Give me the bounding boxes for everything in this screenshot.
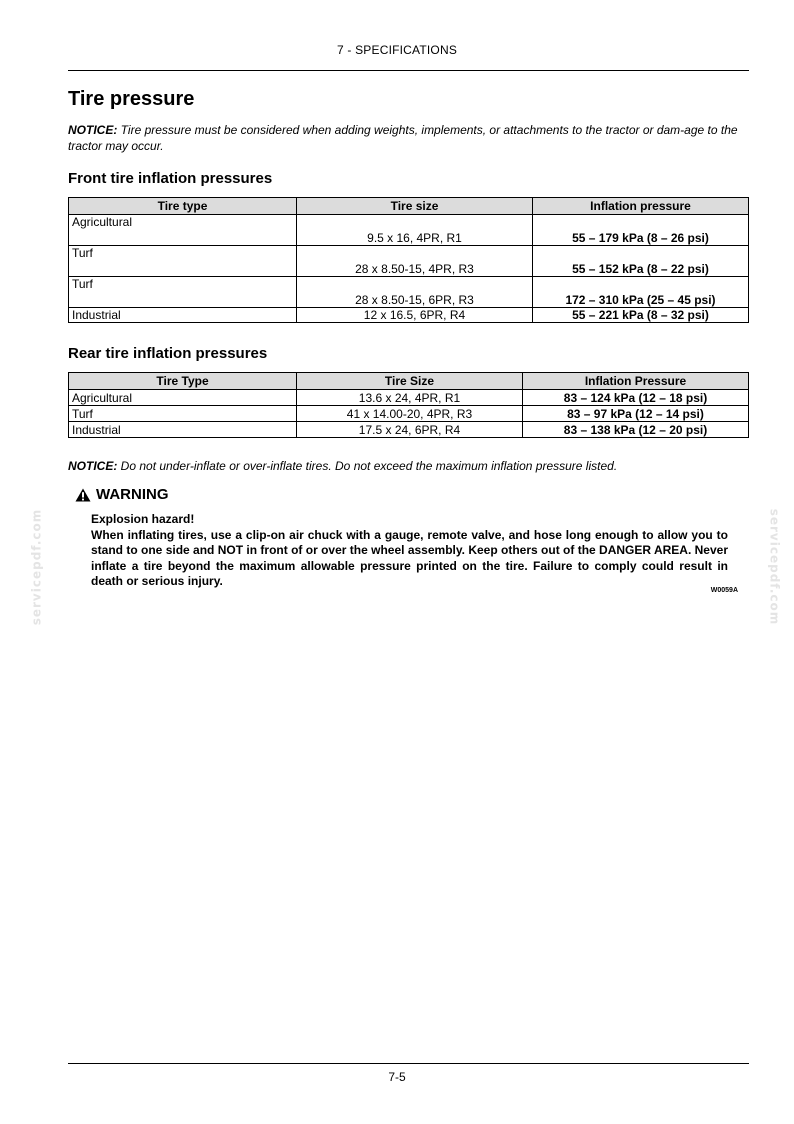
tire-type-cell: Turf (69, 406, 297, 422)
tire-type-cell: Agricultural (69, 390, 297, 406)
notice-label: NOTICE: (68, 459, 118, 473)
notice-text: Do not under-inflate or over-inflate tires. Do not exceed the maximum inflation pressure listed. (117, 459, 618, 473)
tire-type-cell: Agricultural (69, 215, 297, 246)
inflation-pressure-cell: 83 – 97 kPa (12 – 14 psi) (523, 406, 749, 422)
front-section-title: Front tire inflation pressures (68, 170, 273, 187)
warning-body (91, 512, 728, 590)
table-row (69, 215, 749, 246)
notice-label: NOTICE: (68, 123, 118, 137)
inflation-pressure-cell: 172 – 310 kPa (25 – 45 psi) (533, 277, 749, 308)
table-row (69, 422, 749, 438)
front-tire-table (68, 197, 749, 323)
column-header: Tire Type (69, 373, 297, 390)
table-row (69, 277, 749, 308)
tire-size-cell: 17.5 x 24, 6PR, R4 (297, 422, 523, 438)
tire-size-cell: 13.6 x 24, 4PR, R1 (297, 390, 523, 406)
warning-code: W0059A (710, 587, 738, 594)
tire-size-cell: 9.5 x 16, 4PR, R1 (297, 215, 533, 246)
tire-size-cell: 28 x 8.50-15, 4PR, R3 (297, 246, 533, 277)
column-header: Tire Size (297, 373, 523, 390)
table-header-row (69, 198, 749, 215)
table-row (69, 406, 749, 422)
tire-size-cell: 12 x 16.5, 6PR, R4 (297, 308, 533, 323)
rear-section-title: Rear tire inflation pressures (68, 345, 268, 362)
table-row (69, 390, 749, 406)
tire-type-cell: Industrial (69, 308, 297, 323)
warning-triangle-icon (75, 488, 91, 502)
warning-text: When inflating tires, use a clip-on air chuck with a gauge, remote valve, and hose long enough to allow you to stand to one side and NOT in front of or over the wheel assembly. Keep others out of the DANGER AREA. Never inflate a tire beyond the maximum allowable pressure printed on the tire. Failure to comply could result in death or serious injury. (91, 527, 728, 588)
tire-size-cell: 41 x 14.00-20, 4PR, R3 (297, 406, 523, 422)
page-title: Tire pressure (68, 88, 195, 110)
tire-type-cell: Turf (69, 246, 297, 277)
tire-type-cell: Industrial (69, 422, 297, 438)
inflation-pressure-cell: 83 – 124 kPa (12 – 18 psi) (523, 390, 749, 406)
tire-type-cell: Turf (69, 277, 297, 308)
table-header-row (69, 373, 749, 390)
notice-text: Tire pressure must be considered when adding weights, implements, or attachments to the tractor or dam-age to the tractor may occur. (68, 123, 738, 153)
warning-heading (75, 486, 169, 503)
inflation-pressure-cell: 55 – 221 kPa (8 – 32 psi) (533, 308, 749, 323)
table-row (69, 246, 749, 277)
column-header: Tire type (69, 198, 297, 215)
table-row (69, 308, 749, 323)
warning-title: WARNING (96, 486, 169, 503)
footer-rule (68, 1063, 749, 1064)
header-rule (68, 70, 749, 71)
notice-top (68, 122, 750, 154)
page-number: 7-5 (388, 1070, 406, 1084)
inflation-pressure-cell: 55 – 179 kPa (8 – 26 psi) (533, 215, 749, 246)
column-header: Inflation Pressure (523, 373, 749, 390)
running-header: 7 - SPECIFICATIONS (336, 43, 458, 57)
notice-bottom (68, 458, 750, 474)
inflation-pressure-cell: 83 – 138 kPa (12 – 20 psi) (523, 422, 749, 438)
rear-tire-table (68, 372, 749, 438)
inflation-pressure-cell: 55 – 152 kPa (8 – 22 psi) (533, 246, 749, 277)
tire-size-cell: 28 x 8.50-15, 6PR, R3 (297, 277, 533, 308)
watermark-right: servicepdf.com (767, 508, 782, 626)
warning-hazard: Explosion hazard! (91, 512, 195, 526)
column-header: Tire size (297, 198, 533, 215)
watermark-left: servicepdf.com (29, 508, 44, 626)
column-header: Inflation pressure (533, 198, 749, 215)
